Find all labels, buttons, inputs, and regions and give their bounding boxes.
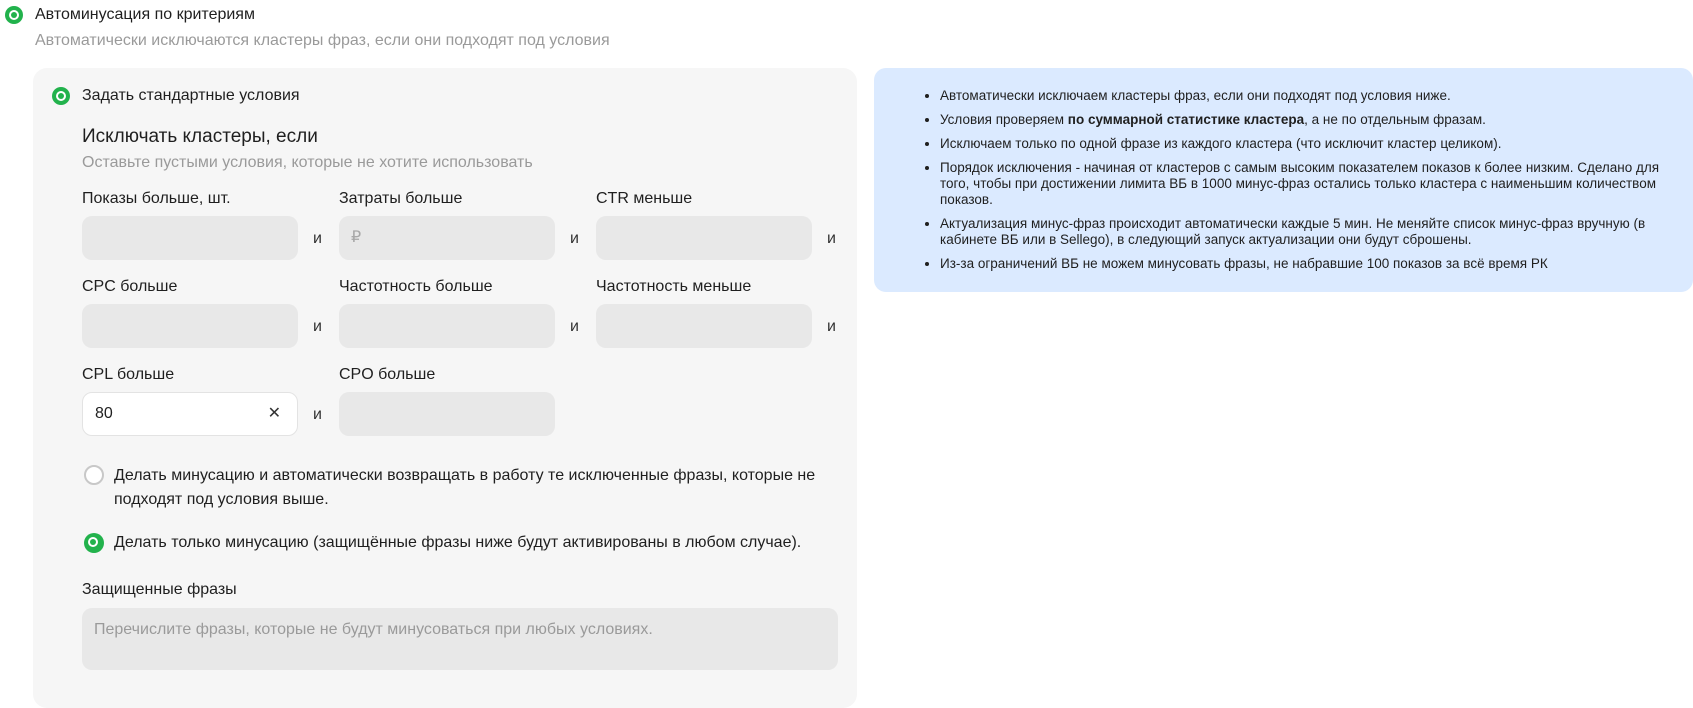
mode-return-radio[interactable] <box>84 465 104 485</box>
standard-conditions-label: Задать стандартные условия <box>82 87 300 104</box>
cpo-input[interactable] <box>339 392 555 436</box>
and-label: и <box>570 230 579 247</box>
and-label: и <box>827 318 836 335</box>
impressions-input[interactable] <box>82 216 298 260</box>
ctr-input[interactable] <box>596 216 812 260</box>
costs-label: Затраты больше <box>339 190 463 207</box>
info-item: • Из-за ограничений ВБ не можем минусовать фразы, не набравшие 100 показов за всё время РК <box>940 256 1669 272</box>
cpl-value: 80 <box>95 405 113 422</box>
close-icon[interactable]: ✕ <box>267 405 281 422</box>
cpc-label: CPC больше <box>82 278 178 295</box>
mode-return-label: Делать минусацию и автоматически возвращать в работу те исключенные фразы, которые не подходят под условия выше. <box>114 467 816 508</box>
cpo-label: CPO больше <box>339 366 436 383</box>
cpl-input[interactable] <box>82 392 298 436</box>
freq-more-input[interactable] <box>339 304 555 348</box>
freq-more-label: Частотность больше <box>339 278 493 295</box>
impressions-label: Показы больше, шт. <box>82 190 231 207</box>
auto-minus-title: Автоминусация по критериям <box>35 6 255 23</box>
and-label: и <box>313 318 322 335</box>
info-item: • Автоматически исключаем кластеры фраз, если они подходят под условия ниже. <box>940 88 1669 104</box>
costs-input[interactable] <box>339 216 555 260</box>
info-bold-text: по суммарной статистике кластера <box>1067 112 1305 127</box>
cpc-input[interactable] <box>82 304 298 348</box>
cpl-label: CPL больше <box>82 366 175 383</box>
conditions-hint: Оставьте пустыми условия, которые не хотите использовать <box>82 154 533 171</box>
info-text: , а не по отдельным фразам. <box>1304 112 1486 127</box>
ruble-placeholder: ₽ <box>351 229 362 246</box>
conditions-heading: Исключать кластеры, если <box>82 126 318 147</box>
info-box <box>874 68 1693 292</box>
standard-conditions-radio[interactable] <box>52 87 70 105</box>
auto-minus-radio[interactable] <box>5 6 23 24</box>
info-item: • Порядок исключения - начиная от кластеров с самым высоким показателем показов к более низким. Сделано для того, чтобы при достижении лимита ВБ в 1000 минус-фраз остались только кластера с наименьшим количеством показов. <box>940 160 1669 208</box>
info-list <box>874 88 1669 280</box>
freq-less-input[interactable] <box>596 304 812 348</box>
info-item <box>940 112 1669 128</box>
and-label: и <box>827 230 836 247</box>
and-label: и <box>313 406 322 423</box>
mode-only-label: Делать только минусацию (защищённые фразы ниже будут активированы в любом случае). <box>114 534 802 551</box>
info-item: • Исключаем только по одной фразе из каждого кластера (что исключит кластер целиком). <box>940 136 1669 152</box>
info-text: Условия проверяем <box>940 112 1068 127</box>
and-label: и <box>313 230 322 247</box>
ctr-label: CTR меньше <box>596 190 693 207</box>
mode-only-radio[interactable] <box>84 533 104 553</box>
auto-minus-subtitle: Автоматически исключаются кластеры фраз, если они подходят под условия <box>35 32 610 49</box>
protected-phrases-input[interactable]: Перечислите фразы, которые не будут минусоваться при любых условиях. <box>82 608 838 670</box>
protected-phrases-label: Защищенные фразы <box>82 581 237 598</box>
and-label: и <box>570 318 579 335</box>
info-item: • Актуализация минус-фраз происходит автоматически каждые 5 мин. Не меняйте список минус-фраз вручную (в кабинете ВБ или в Sellego), в следующий запуск актуализации они будут сброшены. <box>940 216 1669 248</box>
freq-less-label: Частотность меньше <box>596 278 752 295</box>
